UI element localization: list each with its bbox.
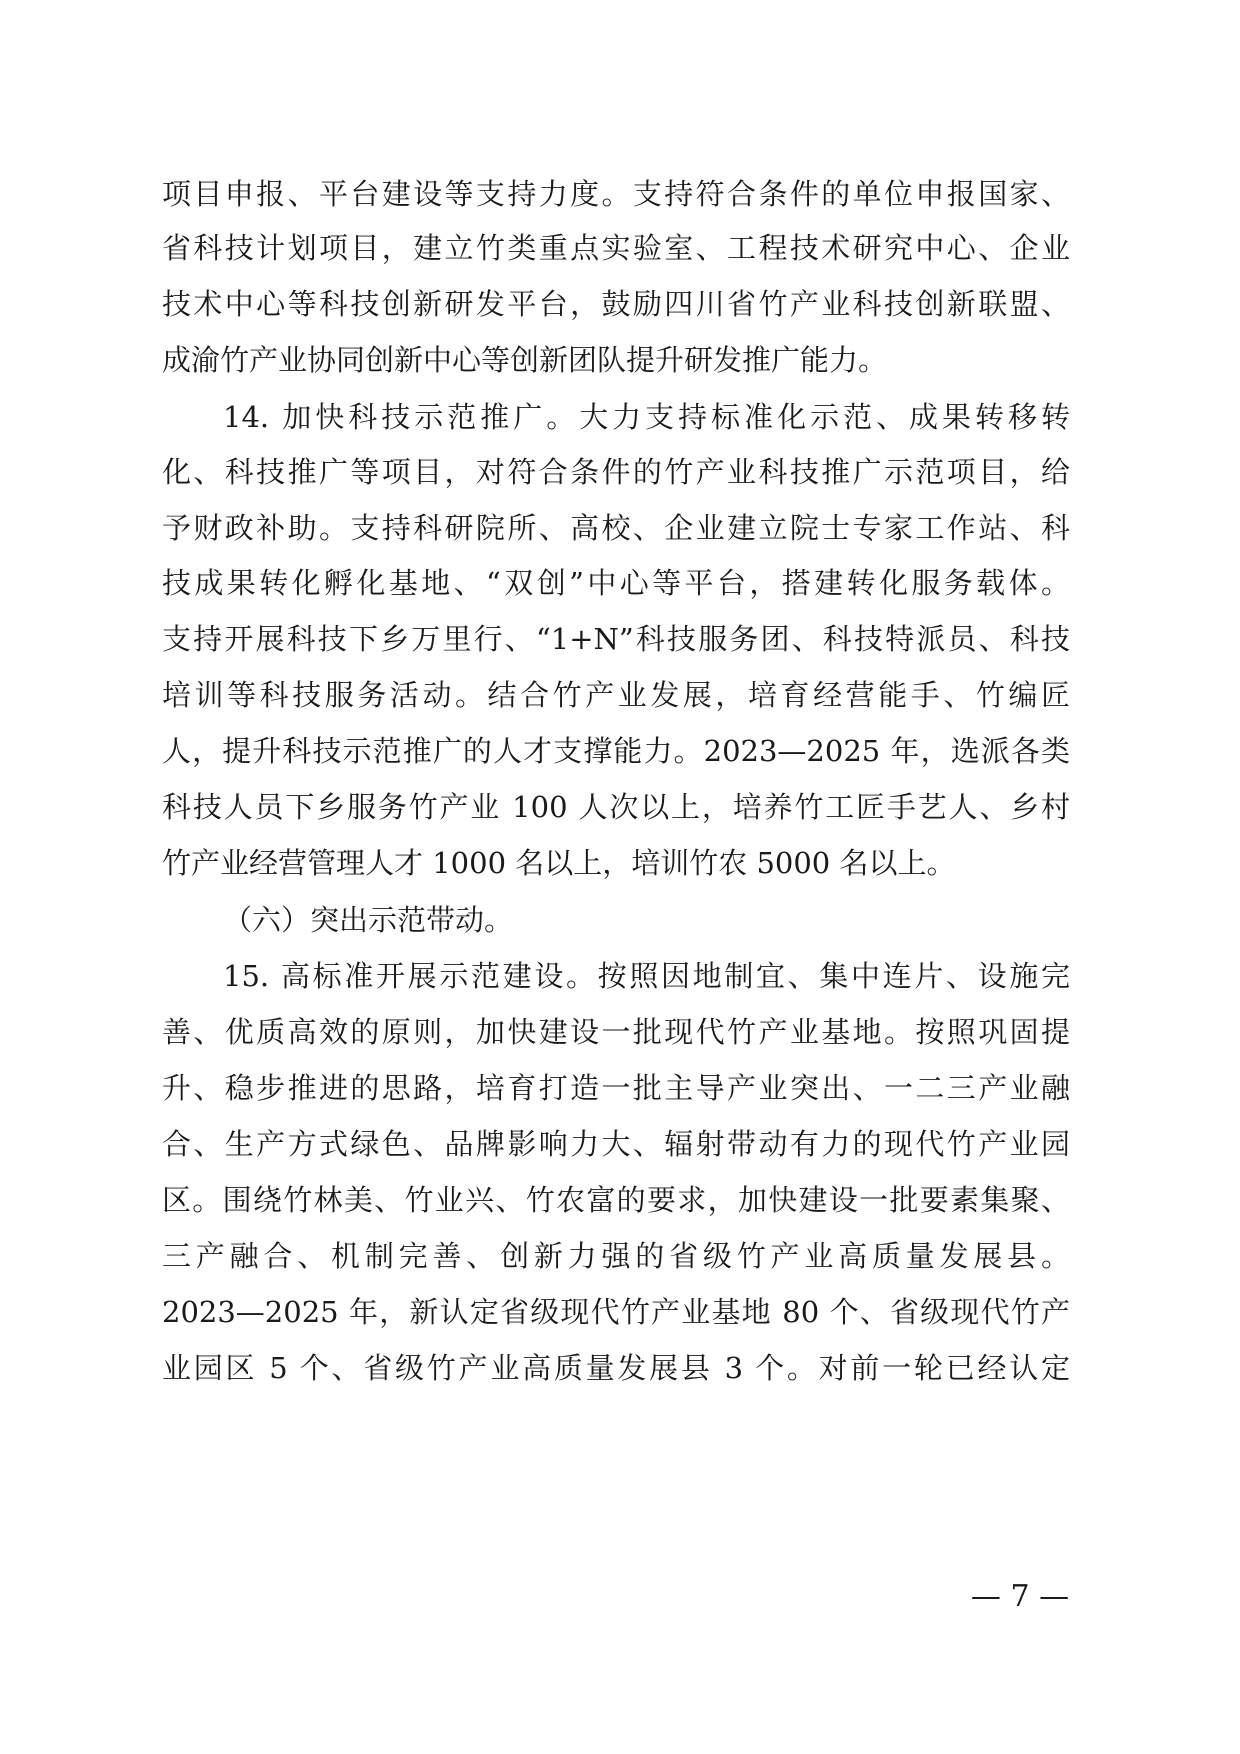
text-line-18: 合、生产方式绿色、品牌影响力大、辐射带动有力的现代竹产业园 [162, 1127, 1070, 1161]
text-line-4: 成渝竹产业协同创新中心等创新团队提升研发推广能力。 [162, 343, 888, 377]
section-15-heading-line: 15. 高标准开展示范建设。按照因地制宜、集中连片、设施完 [223, 959, 1070, 993]
text-line-10: 培训等科技服务活动。结合竹产业发展，培育经营能手、竹编匠 [162, 678, 1070, 712]
text-line-6: 化、科技推广等项目，对符合条件的竹产业科技推广示范项目，给 [162, 455, 1070, 489]
text-line-9: 支持开展科技下乡万里行、“1+N”科技服务团、科技特派员、科技 [162, 622, 1070, 656]
text-line-8: 技成果转化孵化基地、“双创”中心等平台，搭建转化服务载体。 [162, 566, 1070, 600]
text-line-20: 三产融合、机制完善、创新力强的省级竹产业高质量发展县。 [162, 1239, 1070, 1273]
text-line-16: 善、优质高效的原则，加快建设一批现代竹产业基地。按照巩固提 [162, 1015, 1070, 1049]
text-line-19: 区。围绕竹林美、竹业兴、竹农富的要求，加快建设一批要素集聚、 [162, 1183, 1070, 1217]
text-line-11: 人，提升科技示范推广的人才支撑能力。2023—2025 年，选派各类 [162, 734, 1070, 768]
page-number: — 7 — [970, 1579, 1070, 1614]
section-14-heading-line: 14. 加快科技示范推广。大力支持标准化示范、成果转移转 [223, 400, 1070, 434]
text-line-13: 竹产业经营管理人才 1000 名以上，培训竹农 5000 名以上。 [162, 846, 956, 880]
text-line-17: 升、稳步推进的思路，培育打造一批主导产业突出、一二三产业融 [162, 1071, 1070, 1105]
text-line-7: 予财政补助。支持科研院所、高校、企业建立院士专家工作站、科 [162, 511, 1070, 545]
section-6-heading: （六）突出示范带动。 [223, 903, 514, 937]
text-line-21: 2023—2025 年，新认定省级现代竹产业基地 80 个、省级现代竹产 [162, 1295, 1070, 1329]
text-line-2: 省科技计划项目，建立竹类重点实验室、工程技术研究中心、企业 [162, 231, 1070, 265]
text-line-22: 业园区 5 个、省级竹产业高质量发展县 3 个。对前一轮已经认定 [162, 1351, 1070, 1385]
text-line-3: 技术中心等科技创新研发平台，鼓励四川省竹产业科技创新联盟、 [162, 287, 1070, 321]
text-line-12: 科技人员下乡服务竹产业 100 人次以上，培养竹工匠手艺人、乡村 [162, 790, 1070, 824]
text-line-1: 项目申报、平台建设等支持力度。支持符合条件的单位申报国家、 [162, 177, 1070, 211]
